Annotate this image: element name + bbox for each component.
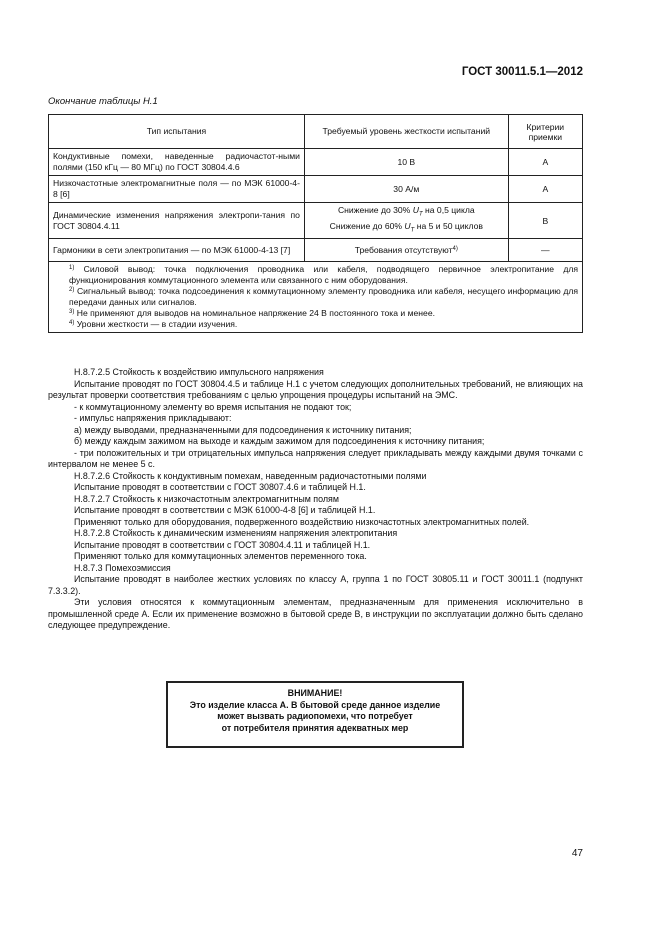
col-header-severity: Требуемый уровень жесткости испытаний xyxy=(304,115,508,149)
ut-subscript: T xyxy=(410,227,415,234)
ut-subscript: T xyxy=(418,211,423,218)
cell-level: 30 А/м xyxy=(304,176,508,203)
cell-criteria: В xyxy=(508,203,582,239)
footnote xyxy=(53,286,578,308)
paragraph: Эти условия относятся к коммутационным элементам, предназначенным для применения исключительно в промышленной среде А. Если их применение возможно в бытовой среде В, в инструкции по эксплуатации должно быть сделано следующее предупреждение. xyxy=(48,597,583,630)
cell-test-type: Гармоники в сети электропитания — по МЭК 61000-4-13 [7] xyxy=(49,239,305,262)
footnote-text: Не применяют для выводов на номинальное напряжение 24 В постоянного тока и менее. xyxy=(76,308,435,319)
level-line-2-end: на 5 и 50 циклов xyxy=(416,220,483,231)
paragraph: Применяют только для оборудования, подверженного воздействию низкочастотных электромагнитных полей. xyxy=(74,516,530,527)
list-item: б) между каждым зажимом на выходе и каждым зажимом для подсоединения к источнику питания; xyxy=(74,436,485,446)
list-item: - импульс напряжения прикладывают: xyxy=(74,413,232,423)
cell-test-type: Динамические изменения напряжения электропи-тания по ГОСТ 30804.4.11 xyxy=(49,203,305,239)
paragraph: Испытание проводят в соответствии с ГОСТ 30804.4.11 и таблицей Н.1. xyxy=(74,539,371,550)
level-line-2: Снижение до 60% xyxy=(329,220,403,231)
cell-criteria: А xyxy=(508,176,582,203)
table-row xyxy=(49,176,583,203)
level-text: Требования отсутствуют xyxy=(354,244,453,255)
cell-level: 10 В xyxy=(304,149,508,176)
table-row xyxy=(49,239,583,262)
emc-test-table xyxy=(48,114,583,333)
cell-criteria: — xyxy=(508,239,582,262)
footnote xyxy=(53,264,578,286)
warning-line: Это изделие класса А. В бытовой среде данное изделие xyxy=(189,699,441,710)
footnote-mark: 4) xyxy=(69,320,75,327)
level-line-1-end: на 0,5 цикла xyxy=(425,205,475,215)
footnote xyxy=(53,319,578,330)
section-heading: Н.8.7.3 Помехоэмиссия xyxy=(74,562,171,573)
document-header: ГОСТ 30011.5.1—2012 xyxy=(461,66,583,78)
section-heading: Н.8.7.2.5 Стойкость к воздействию импульсного напряжения xyxy=(74,367,324,377)
paragraph: Испытание проводят в соответствии с МЭК 61000-4-8 [6] и таблицей Н.1. xyxy=(74,505,376,515)
warning-box xyxy=(166,681,464,748)
table-row xyxy=(49,203,583,239)
footnote-ref: 4) xyxy=(452,245,458,252)
list-item: - три положительных и три отрицательных импульса напряжения следует прикладывать между каждыми двумя точками с интервалом не менее 5 с. xyxy=(48,447,583,469)
warning-title: ВНИМАНИЕ! xyxy=(287,688,343,698)
warning-line: может вызвать радиопомехи, что потребует xyxy=(217,711,413,721)
warning-line: от потребителя принятия адекватных мер xyxy=(221,722,409,733)
cell-test-type: Кондуктивные помехи, наведенные радиочастот-ными полями (150 кГц — 80 МГц) по ГОСТ 30804.4.6 xyxy=(49,149,305,176)
footnote-text: Силовой вывод: точка подключения проводника или кабеля, подводящего первичное электропитание для функционирования коммутационного элемента или связанного с ним оборудования. xyxy=(69,264,579,286)
footnote-mark: 1) xyxy=(69,265,75,272)
paragraph: Испытание проводят в соответствии с ГОСТ 30807.4.6 и таблицей Н.1. xyxy=(74,482,366,492)
ut-symbol: U xyxy=(404,220,411,231)
col-header-test-type: Тип испытания xyxy=(49,115,305,149)
body-text xyxy=(48,367,583,632)
table-footnotes xyxy=(49,262,583,333)
paragraph: Испытание проводят в наиболее жестких условиях по классу А, группа 1 по ГОСТ 30805.11 и ГОСТ 30011.1 (подпункт 7.3.3.2). xyxy=(48,574,583,596)
col-header-criteria: Критерии приемки xyxy=(508,115,582,149)
cell-level xyxy=(304,239,508,262)
cell-test-type: Низкочастотные электромагнитные поля — по МЭК 61000-4-8 [6] xyxy=(49,176,305,203)
ut-symbol: U xyxy=(412,205,419,215)
cell-level xyxy=(304,203,508,239)
section-heading: Н.8.7.2.7 Стойкость к низкочастотным электромагнитным полям xyxy=(74,493,339,504)
paragraph: Испытание проводят по ГОСТ 30804.4.5 и таблице Н.1 с учетом следующих дополнительных требований, не влияющих на результат проверки соответствия требованиям с целью упрощения процедуры испытаний на ЭМС. xyxy=(48,378,583,400)
paragraph: Применяют только для коммутационных элементов переменного тока. xyxy=(74,551,367,561)
table-row xyxy=(49,149,583,176)
page-number: 47 xyxy=(571,848,583,859)
footnote xyxy=(53,308,578,319)
table-caption: Окончание таблицы Н.1 xyxy=(48,96,158,107)
footnote-text: Сигнальный вывод: точка подсоединения к коммутационному элементу проводника или кабеля, несущего информацию для передачи данных или сигналов. xyxy=(69,286,579,308)
level-line-1: Снижение до 30% xyxy=(337,205,411,215)
list-item: а) между выводами, предназначенными для подсоединения к источнику питания; xyxy=(74,424,412,435)
footnote-mark: 3) xyxy=(69,309,75,316)
footnote-text: Уровни жесткости — в стадии изучения. xyxy=(76,319,238,330)
list-item: - к коммутационному элементу во время испытания не подают ток; xyxy=(74,401,352,412)
section-heading: Н.8.7.2.6 Стойкость к кондуктивным помехам, наведенным радиочастотными полями xyxy=(74,470,427,481)
cell-criteria: А xyxy=(508,149,582,176)
section-heading: Н.8.7.2.8 Стойкость к динамическим изменениям напряжения электропитания xyxy=(74,528,398,538)
footnote-mark: 2) xyxy=(69,287,75,294)
